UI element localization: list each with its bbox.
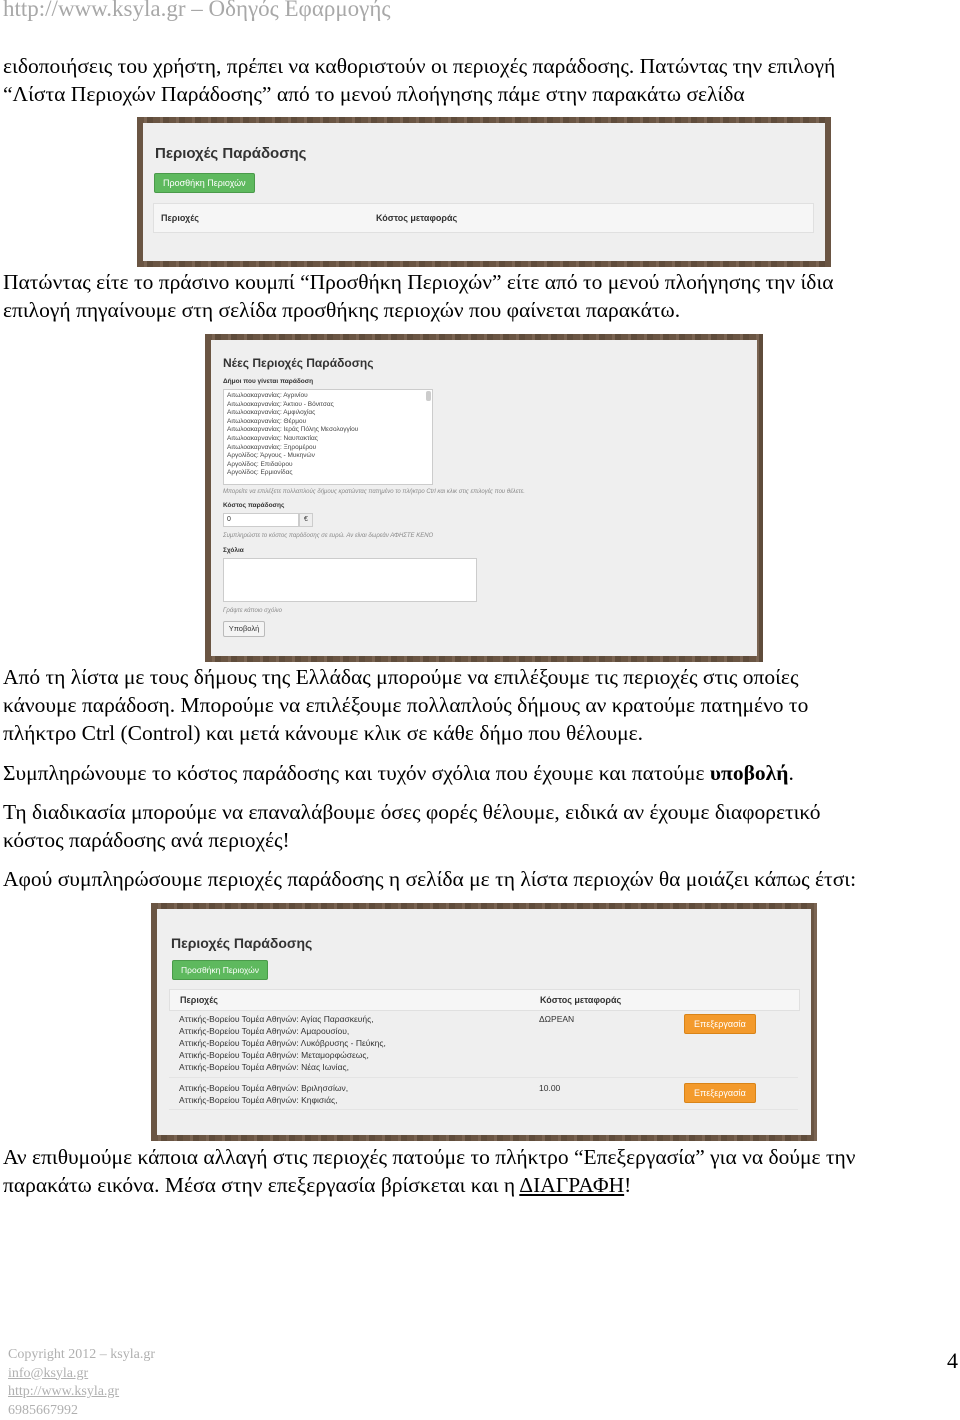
row-2-cost: 10.00 — [539, 1082, 560, 1094]
municipality-option[interactable]: Αργολίδος: Ερμιονίδας — [227, 469, 429, 478]
row-1-cost: ΔΩΡΕΑΝ — [539, 1013, 574, 1025]
screenshot-new-areas-form — [205, 334, 763, 662]
add-areas-button[interactable]: Προσθήκη Περιοχών — [154, 173, 255, 193]
comments-hint: Γράψτε κάποιο σχόλιο — [223, 608, 282, 614]
paragraph-7-line-2 — [3, 1171, 631, 1199]
paragraph-6-line-1: Αφού συμπληρώσουμε περιοχές παράδοσης η σελίδα με τη λίστα περιοχών θα μοιάζει κάπως έτσι: — [3, 865, 856, 893]
area-list-panel — [143, 123, 825, 261]
area-item: Αττικής-Βορείου Τομέα Αθηνών: Αμαρουσίου, — [179, 1025, 386, 1037]
municipality-option[interactable]: Αργολίδος: Άργους - Μυκηνών — [227, 452, 429, 461]
add-areas-button[interactable]: Προσθήκη Περιοχών — [172, 960, 268, 980]
paragraph-1-line-1: ειδοποιήσεις του χρήστη, πρέπει να καθοριστούν οι περιοχές παράδοσης. Πατώντας την επιλογή — [3, 52, 835, 80]
paragraph-7-end: ! — [624, 1173, 631, 1197]
delete-link[interactable]: ΔΙΑΓΡΑΦΗ — [519, 1173, 624, 1197]
municipalities-select[interactable] — [223, 389, 433, 485]
row-1-areas — [179, 1013, 386, 1073]
paragraph-5-line-1: Τη διαδικασία μπορούμε να επαναλάβουμε όσες φορές θέλουμε, ειδικά αν έχουμε διαφορετικό — [3, 798, 821, 826]
footer — [8, 1346, 155, 1420]
paragraph-4 — [3, 759, 794, 787]
municipality-option[interactable]: Αιτωλοακαρνανίας: Άκτιου - Βόνιτσας — [227, 401, 429, 410]
area-list-panel-filled — [157, 909, 811, 1135]
municipality-option[interactable]: Αιτωλοακαρνανίας: Ιεράς Πόλης Μεσολογγίου — [227, 426, 429, 435]
municipality-option[interactable]: Αιτωλοακαρνανίας: Θέρμου — [227, 418, 429, 427]
page-title: Περιοχές Παράδοσης — [155, 145, 306, 162]
page-number: 4 — [947, 1348, 958, 1374]
municipality-option[interactable]: Αιτωλοακαρνανίας: Αγρινίου — [227, 392, 429, 401]
paragraph-3-line-1: Από τη λίστα με τους δήμους της Ελλάδας μπορούμε να επιλέξουμε τις περιοχές στις οποίες — [3, 663, 798, 691]
screenshot-area-list-filled — [151, 903, 817, 1141]
table-row — [169, 1011, 798, 1078]
footer-copyright: Copyright 2012 – ksyla.gr — [8, 1346, 155, 1365]
paragraph-5-line-2: κόστος παράδοσης ανά περιοχές! — [3, 826, 290, 854]
paragraph-1-line-2: “Λίστα Περιοχών Παράδοσης” από το μενού πλοήγησης πάμε στην παρακάτω σελίδα — [3, 80, 745, 108]
currency-addon — [299, 513, 313, 527]
cost-value: 0 — [227, 516, 231, 523]
area-item: Αττικής-Βορείου Τομέα Αθηνών: Μεταμορφώσεως, — [179, 1049, 386, 1061]
paragraph-2-line-1: Πατώντας είτε το πράσινο κουμπί “Προσθήκη Περιοχών” είτε από το μενού πλοήγησης την ίδια — [3, 268, 834, 296]
submit-button[interactable]: Υποβολή — [223, 621, 265, 637]
table-header — [153, 203, 814, 233]
multi-select-hint: Μπορείτε να επιλέξετε πολλαπλούς δήμους κρατώντας πατημένο το πλήκτρο Ctrl και κλικ στις επιλογές που θέλετε. — [223, 489, 525, 495]
column-areas: Περιοχές — [180, 995, 218, 1005]
municipality-option[interactable]: Αιτωλοακαρνανίας: Ξηρομέρου — [227, 444, 429, 453]
cost-hint: Συμπληρώστε το κόστος παράδοσης σε ευρώ. Αν είναι δωρεάν ΑΦΗΣΤΕ ΚΕΝΟ — [223, 533, 433, 539]
area-item: Αττικής-Βορείου Τομέα Αθηνών: Αγίας Παρασκευής, — [179, 1013, 386, 1025]
paragraph-7-text: παρακάτω εικόνα. Μέσα στην επεξεργασία βρίσκεται και η — [3, 1173, 519, 1197]
footer-email-link[interactable]: info@ksyla.gr — [8, 1365, 155, 1384]
footer-website-link[interactable]: http://www.ksyla.gr — [8, 1383, 155, 1402]
currency-symbol: € — [304, 516, 308, 523]
paragraph-3-line-3: πλήκτρο Ctrl (Control) και μετά κάνουμε κλικ σε κάθε δήμο που θέλουμε. — [3, 719, 643, 747]
municipalities-label: Δήμοι που γίνεται παράδοση — [223, 378, 313, 385]
scrollbar[interactable] — [426, 391, 431, 401]
column-areas: Περιοχές — [161, 213, 199, 223]
paragraph-4-text: Συμπληρώνουμε το κόστος παράδοσης και τυχόν σχόλια που έχουμε και πατούμε — [3, 761, 710, 785]
form-title: Νέες Περιοχές Παράδοσης — [223, 356, 374, 370]
edit-button[interactable]: Επεξεργασία — [684, 1083, 756, 1103]
footer-phone: 6985667992 — [8, 1402, 155, 1420]
paragraph-7-line-1: Αν επιθυμούμε κάποια αλλαγή στις περιοχές πατούμε το πλήκτρο “Επεξεργασία” για να δούμε την — [3, 1143, 856, 1171]
comments-textarea[interactable] — [223, 558, 477, 602]
area-item: Αττικής-Βορείου Τομέα Αθηνών: Βριλησσίων, — [179, 1082, 348, 1094]
column-cost: Κόστος μεταφοράς — [376, 213, 457, 223]
paragraph-3-line-2: κάνουμε παράδοση. Μπορούμε να επιλέξουμε πολλαπλούς δήμους αν κρατούμε πατημένο το — [3, 691, 808, 719]
cost-label: Κόστος παράδοσης — [223, 502, 284, 509]
area-item: Αττικής-Βορείου Τομέα Αθηνών: Λυκόβρυσης - Πεύκης, — [179, 1037, 386, 1049]
paragraph-4-end: . — [788, 761, 793, 785]
edit-button[interactable]: Επεξεργασία — [684, 1014, 756, 1034]
page-title: Περιοχές Παράδοσης — [171, 935, 312, 951]
row-2-areas — [179, 1082, 348, 1106]
comments-label: Σχόλια — [223, 547, 244, 554]
cost-input[interactable] — [223, 513, 299, 527]
table-header — [169, 989, 800, 1011]
submit-word: υποβολή — [710, 761, 789, 785]
page-header: http://www.ksyla.gr – Οδηγός Εφαρμογής — [3, 0, 390, 22]
municipality-option[interactable]: Αργολίδος: Επιδαύρου — [227, 461, 429, 470]
new-areas-panel — [211, 340, 757, 656]
table-row — [169, 1079, 798, 1110]
screenshot-area-list-empty — [137, 117, 831, 267]
municipality-option[interactable]: Αιτωλοακαρνανίας: Αμφιλοχίας — [227, 409, 429, 418]
area-item: Αττικής-Βορείου Τομέα Αθηνών: Κηφισιάς, — [179, 1094, 348, 1106]
municipality-option[interactable]: Αιτωλοακαρνανίας: Ναυπακτίας — [227, 435, 429, 444]
column-cost: Κόστος μεταφοράς — [540, 995, 621, 1005]
area-item: Αττικής-Βορείου Τομέα Αθηνών: Νέας Ιωνίας, — [179, 1061, 386, 1073]
paragraph-2-line-2: επιλογή πηγαίνουμε στη σελίδα προσθήκης περιοχών που φαίνεται παρακάτω. — [3, 296, 680, 324]
